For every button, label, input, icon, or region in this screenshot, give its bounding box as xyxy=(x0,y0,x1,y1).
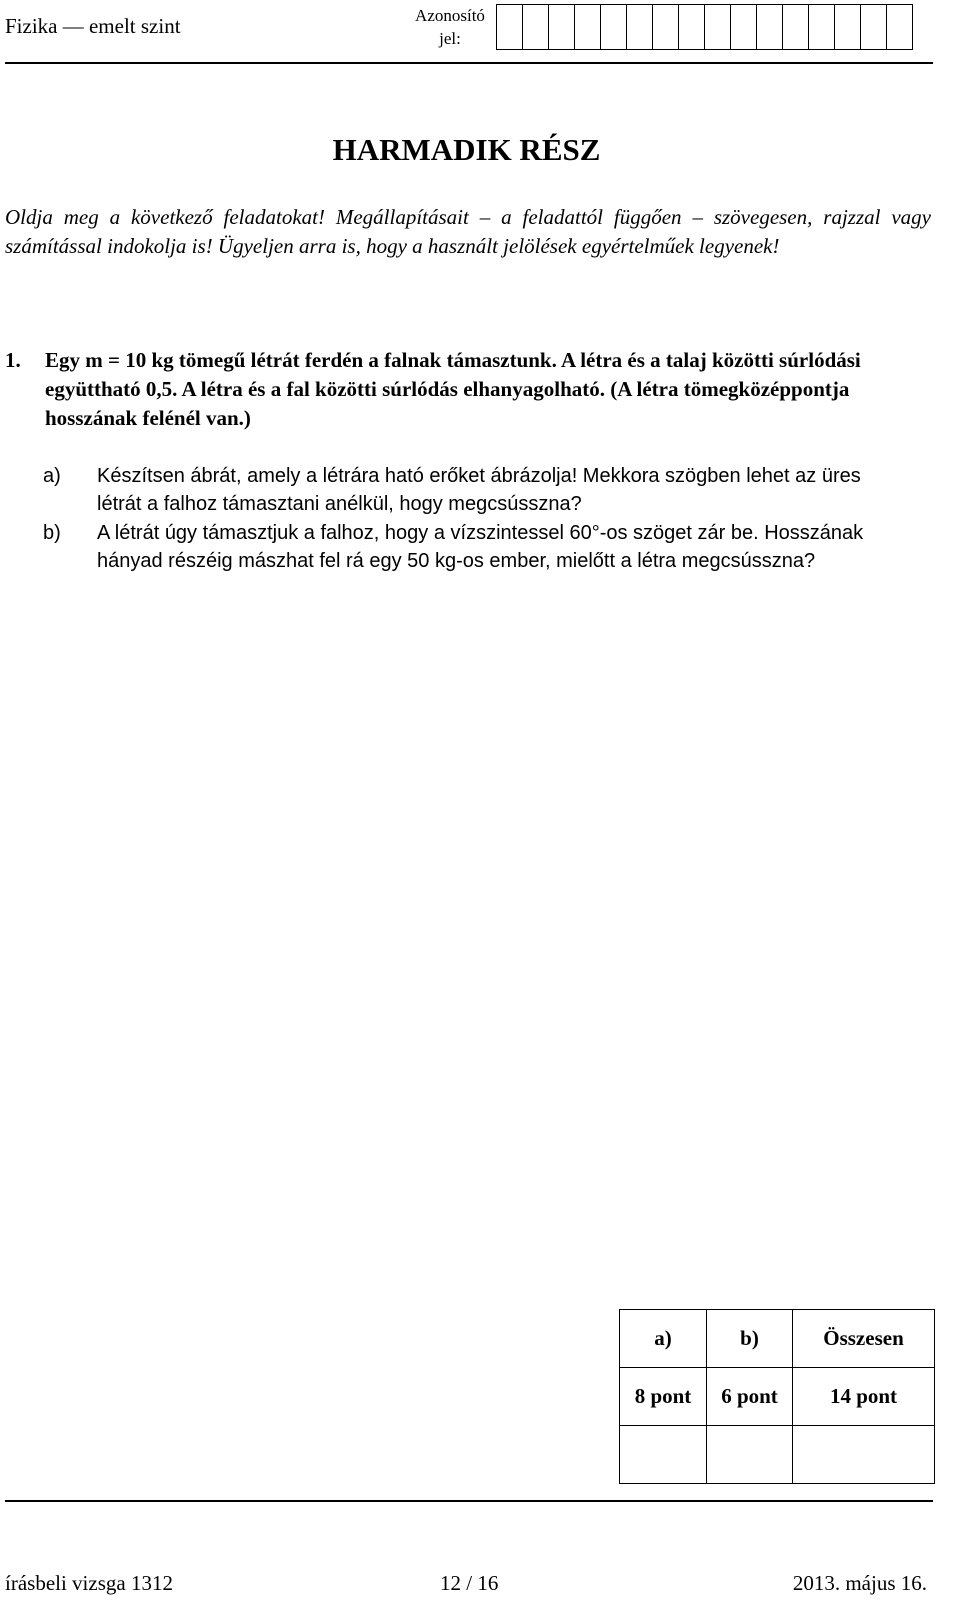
id-code-box[interactable] xyxy=(626,4,653,50)
score-entry-b[interactable] xyxy=(707,1426,793,1484)
problem-text: Egy m = 10 kg tömegű létrát ferdén a falnak támasztunk. A létra és a talaj közötti súrlódási együttható 0,5. A létra és a fal közötti súrlódás elhanyagolható. (A létra tömegközéppontja hosszának felénél van.) xyxy=(45,348,861,430)
id-code-box[interactable] xyxy=(522,4,549,50)
score-entry-a[interactable] xyxy=(620,1426,707,1484)
id-code-box[interactable] xyxy=(496,4,523,50)
id-code-box[interactable] xyxy=(704,4,731,50)
id-code-box[interactable] xyxy=(678,4,705,50)
subject-title: Fizika — emelt szint xyxy=(5,14,181,38)
score-points-total: 14 pont xyxy=(793,1368,935,1426)
header-divider xyxy=(5,62,933,64)
score-entry-total[interactable] xyxy=(793,1426,935,1484)
score-points-row xyxy=(620,1368,935,1426)
score-table xyxy=(619,1309,935,1484)
page-header xyxy=(0,0,960,64)
id-code-box[interactable] xyxy=(886,4,913,50)
id-code-boxes xyxy=(497,4,913,50)
id-code-box[interactable] xyxy=(808,4,835,50)
id-label: Azonosító jel: xyxy=(415,6,485,48)
score-header-a: a) xyxy=(620,1310,707,1368)
subquestion-label: b) xyxy=(43,522,61,544)
problem-number: 1. xyxy=(5,348,21,372)
part-title: HARMADIK RÉSZ xyxy=(332,132,601,167)
score-header-row xyxy=(620,1310,935,1368)
subquestion-text: Készítsen ábrát, amely a létrára ható erőket ábrázolja! Mekkora szögben lehet az üres létrát a falhoz támasztani anélkül, hogy megcsússzna? xyxy=(97,465,861,515)
footer-exam-code: írásbeli vizsga 1312 xyxy=(5,1571,173,1595)
footer-date: 2013. május 16. xyxy=(792,1571,927,1595)
score-points-a: 8 pont xyxy=(620,1368,707,1426)
id-code-box[interactable] xyxy=(860,4,887,50)
id-code-box[interactable] xyxy=(782,4,809,50)
footer-page-number: 12 / 16 xyxy=(440,1571,499,1595)
footer-divider xyxy=(5,1500,933,1502)
id-code-box[interactable] xyxy=(834,4,861,50)
instructions-text: Oldja meg a következő feladatokat! Megállapításait – a feladattól függően – szövegesen, rajzzal vagy számítással indokolja is! Ügyeljen arra is, hogy a használt jelölések egyértelműek legyenek! xyxy=(5,205,931,258)
id-code-box[interactable] xyxy=(730,4,757,50)
id-code-box[interactable] xyxy=(756,4,783,50)
score-entry-row xyxy=(620,1426,935,1484)
id-code-box[interactable] xyxy=(548,4,575,50)
id-code-box[interactable] xyxy=(652,4,679,50)
subquestion-label: a) xyxy=(43,465,61,487)
score-header-total: Összesen xyxy=(793,1310,935,1368)
score-header-b: b) xyxy=(707,1310,793,1368)
score-points-b: 6 pont xyxy=(707,1368,793,1426)
id-code-box[interactable] xyxy=(574,4,601,50)
id-code-box[interactable] xyxy=(600,4,627,50)
subquestion-text: A létrát úgy támasztjuk a falhoz, hogy a vízszintessel 60°-os szöget zár be. Hosszának hányad részéig mászhat fel rá egy 50 kg-os ember, mielőtt a létra megcsússzna? xyxy=(97,522,864,572)
